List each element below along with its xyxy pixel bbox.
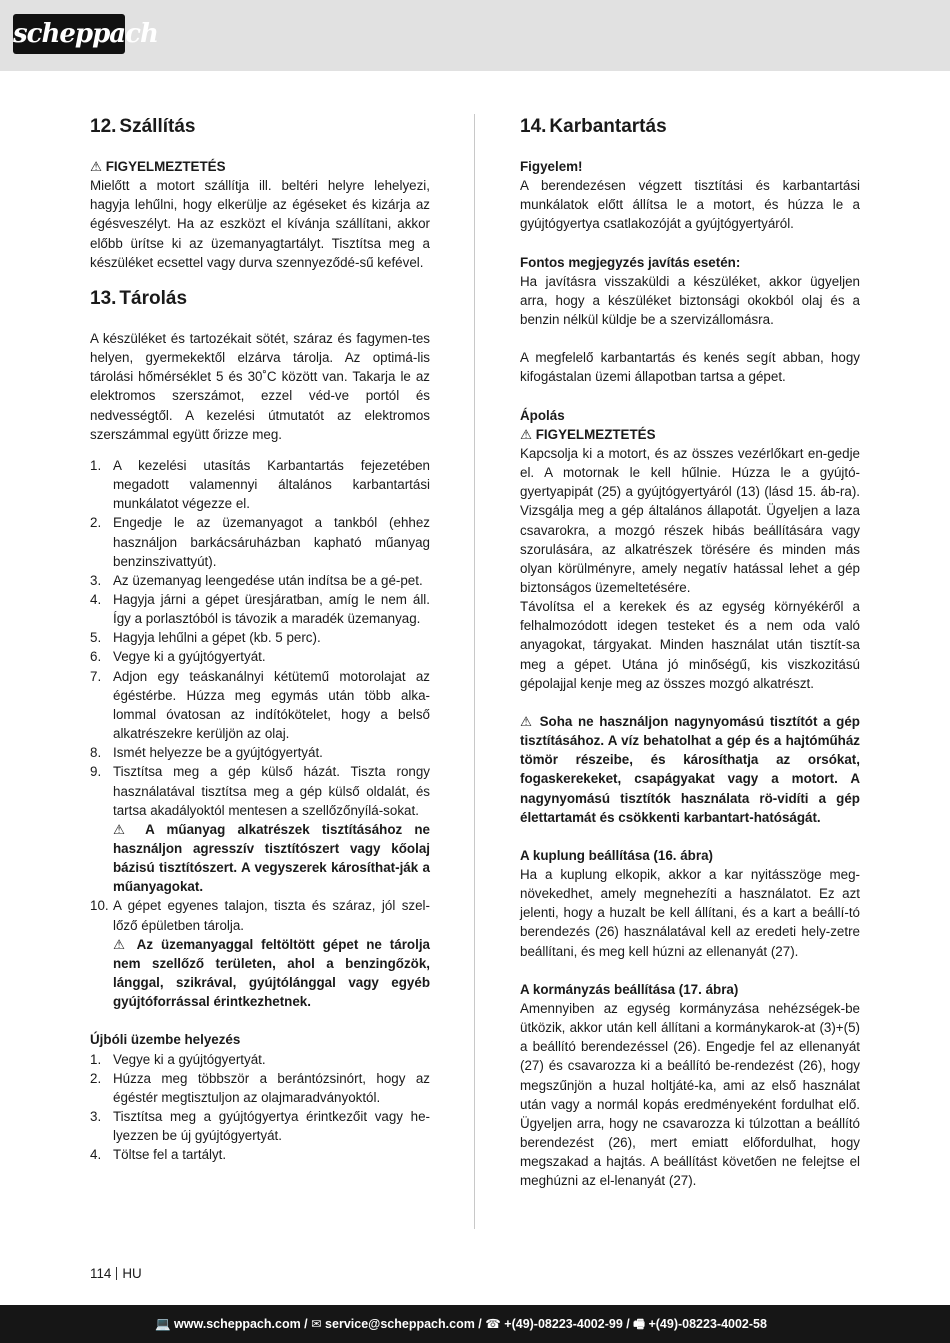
warning-icon: ⚠ [520, 713, 534, 729]
section-title: Karbantartás [549, 116, 667, 137]
care-heading: Ápolás [520, 407, 565, 423]
section-title: Szállítás [119, 116, 196, 137]
pressure-washer-warning: ⚠ Soha ne használjon nagynyomású tisztítót a gép tisztításához. A víz behatolhat a gép és a hajtóműház tömör részeibe, és károsíthatja az orsókat, fogaskerekeket, csapágyakat vagy a motort. A nagynyomású tisztítók használata rö-vidíti a gép élettartamát és csökkenti karbantart-hatóságát. [520, 713, 860, 825]
list-item: 4. Hagyja járni a gépet üresjáratban, amíg le nem áll. Így a porlasztóból is távozik a maradék üzemanyag. [90, 591, 430, 627]
steering-text: Amennyiben az egység kormányzása nehézségek-be ütközik, akkor után kell állítani a kormánykarok-at (3)+(5) a beállító berendezéssel (26). Engedje fel az ellenanyát (27) és csavarozza ki a beállító be-rendezést (26), hogy megszűnjön a huzal holtjáté-ka, ami az első használat után vagy a normál kopás eredményeként fordulhat elő. Ügyeljen arra, hogy ne csavarozza ki túlzottan a beállító berendezést (26), mert emiatt előfordulhat, hogy megszakad a hajtás. A beállítást követően ne felejtse el meghúzni az el-lenanyát (27). [520, 1000, 860, 1189]
column-divider [474, 114, 475, 1229]
list-item: 2. Engedje le az üzemanyagot a tankból (ehhez használjon barkácsáruházban kapható műanyag benzinszivattyút). [90, 515, 430, 569]
warning-icon: ⚠ [113, 821, 134, 837]
left-column [90, 114, 430, 1165]
restart-heading: Újbóli üzembe helyezés [90, 1032, 241, 1048]
care-text-1: Kapcsolja ki a motort, és az összes vezérlőkart en-gedje el. A motornak le kell hűlnie. Húzza le a gyújtó-gyertyapipát (25) a gyújtógyertyáról (13) (lásd 15. áb-ra). Vizsgálja meg a gép általános állapotát. Ügyeljen a laza csavarokra, a mozgó részek hibás beállítására vagy szorulására, az alkatrészek törésére és minden más olyan körülményre, amely negatív hatással lehet a gép biztonságos üzemeltetésére. [520, 445, 860, 595]
header-bar [0, 0, 950, 71]
list-item: 3. Tisztítsa meg a gyújtógyertya érintkezőit vagy he-lyezzen be új gyújtógyertyát. [90, 1109, 430, 1144]
attention-heading: Figyelem! [520, 159, 583, 174]
storage-steps [90, 456, 430, 1012]
list-item: 1. Vegye ki a gyújtógyertyát. [90, 1051, 266, 1067]
warning-heading: ⚠ FIGYELMEZTETÉS [90, 159, 226, 174]
section-number: 13. [90, 287, 117, 309]
restart-steps [90, 1050, 430, 1165]
right-column [520, 114, 860, 1191]
list-item: 4. Töltse fel a tartályt. [90, 1147, 227, 1163]
list-item: 3. Az üzemanyag leengedése után indítsa be a gé-pet. [90, 572, 423, 588]
clutch-text: Ha a kuplung elkopik, akkor a kar nyitásszöge meg-növekedhet, amely megnehezíti a használatot. Ez azt jelenti, hogy a huzalt be kell állítani, és a kart a beállí-tó berendezés (26) használatával kell az eredeti hely-zetre beállítani, és meg kell húzni az ellenanyát (27). [520, 867, 860, 959]
steering-heading: A kormányzás beállítása (17. ábra) [520, 981, 739, 997]
list-item: 8. Ismét helyezze be a gyújtógyertyát. [90, 745, 323, 761]
footer-bar [0, 1305, 950, 1343]
maintenance-text: A megfelelő karbantartás és kenés segít abban, hogy kifogástalan üzemi állapotban tartsa a gépet. [520, 350, 860, 385]
warning-icon: ⚠ [113, 936, 130, 952]
repair-heading: Fontos megjegyzés javítás esetén: [520, 254, 741, 270]
section-number: 14. [520, 116, 547, 137]
warning-icon: ⚠ [90, 159, 103, 174]
section-12-heading [90, 114, 430, 140]
clutch-heading: A kuplung beállítása (16. ábra) [520, 847, 713, 863]
brand-logo: scheppach [13, 14, 125, 54]
care-text-2: Távolítsa el a kerekek és az egység környékéről a felhalmozódott idegen testeket és a nem oda való anyagokat, tárgyakat. Minden használat után tisztít-sa meg a gépet. Utána jó minőségű, kis viszkozitású gépolajjal kenje meg az összes mozgó alkatrészt. [520, 599, 860, 691]
section-14-heading [520, 114, 860, 140]
section-number: 12. [90, 116, 117, 137]
footer-contacts: 💻 www.scheppach.com / ✉ service@scheppach.com / ☎ +(49)-08223-4002-99 / 🖷 +(49)-08223-4002-58 [155, 1317, 767, 1331]
list-item: 5. Hagyja lehűlni a gépet (kb. 5 perc). [90, 630, 321, 646]
storage-intro: A készüléket és tartozékait sötét, száraz és fagymen-tes helyen, gyermekektől elzárva tárolja. Az optimá-lis tárolási hőmérséklet 5 és 30˚C között van. Takarja le az elektromos szerszámot, ezzel véd-ve portól és nedvességtől. A kezelési útmutatót az elektromos szerszámmal együtt őrizze meg. [90, 330, 430, 442]
list-item: 6. Vegye ki a gyújtógyertyát. [90, 649, 266, 665]
section-13-heading [90, 286, 430, 312]
page-number: 114 HU [90, 1266, 142, 1281]
transport-text: Mielőtt a motort szállítja ill. beltéri helyre lehelyezi, hagyja lehűlni, hogy elkerülje az égéseket és kizárja az égésveszélyt. Ha az eszközt el kívánja szállítani, akkor előbb ürítse ki az üzemanyagtartályt. Tisztítsa meg a készüléket ecsettel vagy durva szennyeződé-sű kefével. [90, 178, 430, 270]
list-item: 7. Adjon egy teáskanálnyi kétütemű motorolajat az égéstérbe. Húzza meg egymás után több alka-lommal óvatosan az indítókötelet, hogy a belső alkatrészekre kerüljön az olaj. [90, 668, 430, 742]
list-item: 9. Tisztítsa meg a gép külső házát. Tiszta rongy használatával tisztítsa meg a gép külső oldalát, és tartsa akadályoktól mentesen a szellőzőnyílá-sokat. ⚠ A műanyag alkatrészek tisztításához ne használjon agresszív tisztítószert vagy kőolaj bázisú tisztítószert. A vegyszerek károsíthat-ják a műanyagokat. [90, 762, 430, 896]
fuel-warning: ⚠ Az üzemanyaggal feltöltött gépet ne tárolja nem szellőző területen, ahol a benzingőzök, lánggal, szikrával, gyújtólánggal vagy egyéb gyújtóforrással érintkezhetnek. [113, 936, 430, 1010]
section-title: Tárolás [119, 287, 188, 309]
list-item: 1. A kezelési utasítás Karbantartás fejezetében megadott valamennyi általános karbantartási munkálatot végezze el. [90, 457, 430, 512]
list-item: 2. Húzza meg többször a berántózsinórt, hogy az égéstér megtisztuljon az olajmaradványoktól. [90, 1070, 430, 1105]
repair-text: Ha javításra visszaküldi a készüléket, akkor ügyeljen arra, hogy a készüléket biztonsági okokból olaj és a benzin nélkül küldje be a szervizállomásra. [520, 273, 860, 328]
attention-text: A berendezésen végzett tisztítási és karbantartási munkálatok előtt állítsa le a motort, és húzza le a gyújtógyertya csatlakozóját a gyújtógyertyáról. [520, 178, 860, 232]
list-item: 10. A gépet egyenes talajon, tiszta és száraz, jól szel-lőző épületben tárolja. ⚠ Az üzemanyaggal feltöltött gépet ne tárolja nem szellőző területen, ahol a benzingőzök, lánggal, szikrával, gyújtólánggal vagy egyéb gyújtóforrással érintkezhetnek. [90, 896, 430, 1011]
warning-heading: ⚠ FIGYELMEZTETÉS [520, 426, 656, 442]
warning-icon: ⚠ [520, 426, 533, 442]
plastic-warning: ⚠ A műanyag alkatrészek tisztításához ne használjon agresszív tisztítószert vagy kőolaj bázisú tisztítószert. A vegyszerek károsíthat-ják a műanyagokat. [113, 821, 430, 895]
